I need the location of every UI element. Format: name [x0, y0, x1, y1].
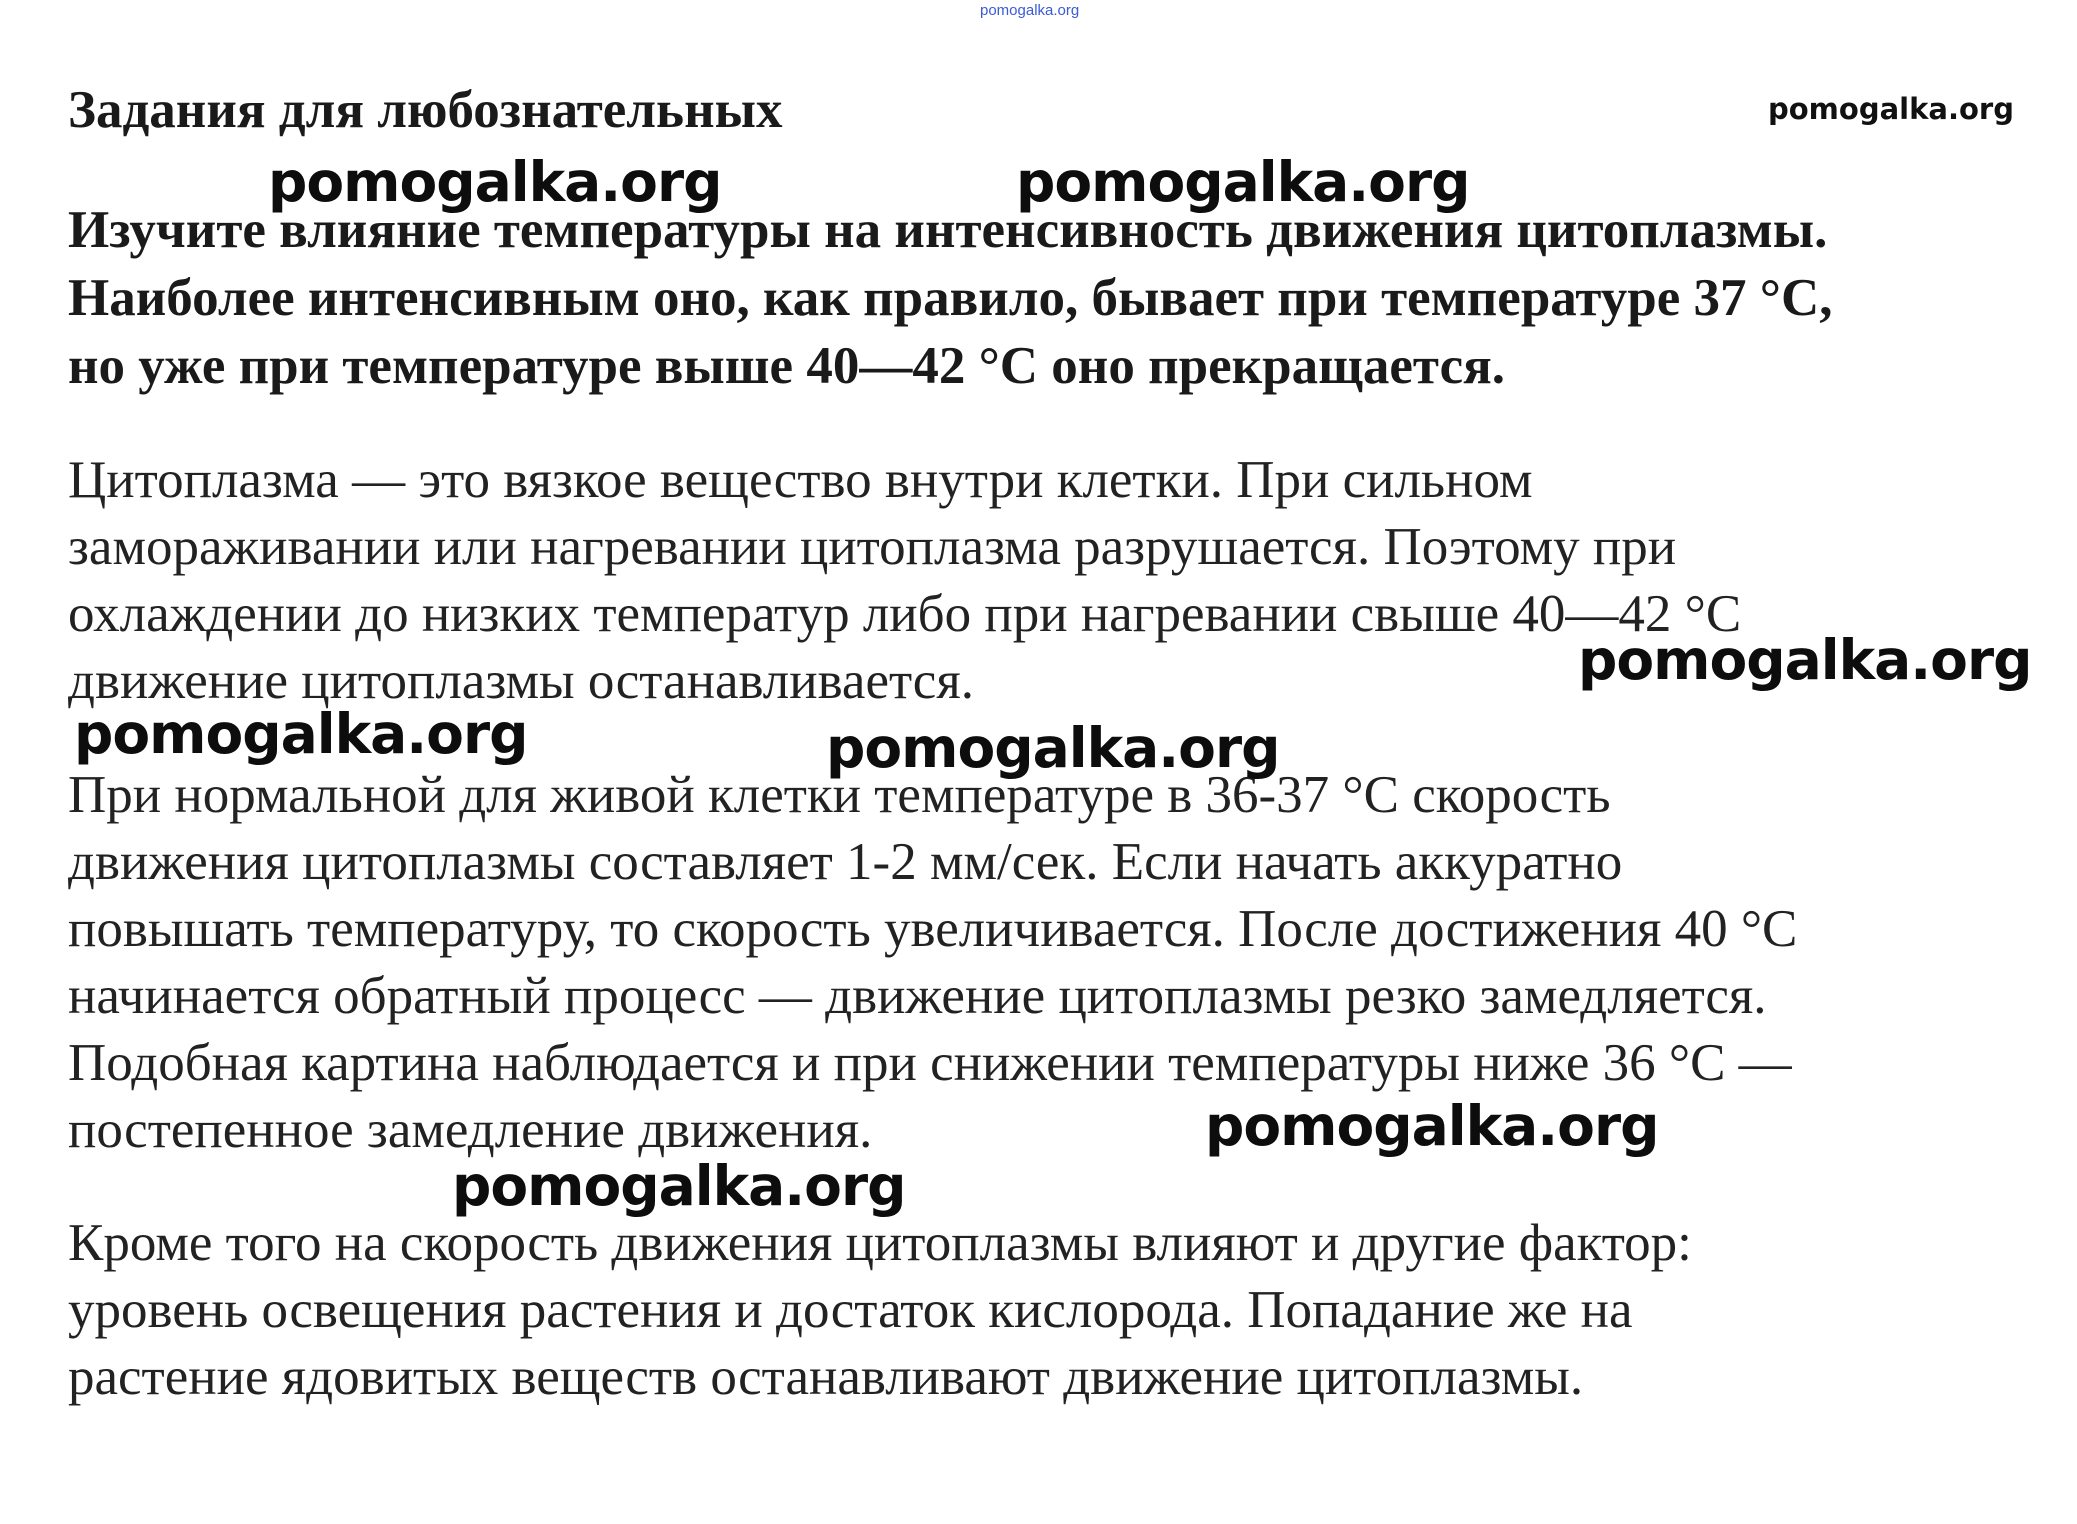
paragraph-2	[68, 762, 2058, 1164]
task-line: но уже при температуре выше 40—42 °С оно прекращается.	[68, 337, 1506, 395]
paragraph-line: уровень освещения растения и достаток кислорода. Попадание же на	[68, 1281, 1633, 1339]
paragraph-line: постепенное замедление движения.	[68, 1101, 873, 1159]
paragraph-3	[68, 1210, 2058, 1411]
task-text	[68, 196, 2058, 400]
paragraph-line: движения цитоплазмы составляет 1-2 мм/сек. Если начать аккуратно	[68, 833, 1623, 891]
task-line: Изучите влияние температуры на интенсивность движения цитоплазмы.	[68, 201, 1828, 259]
paragraph-line: Цитоплазма — это вязкое вещество внутри клетки. При сильном	[68, 451, 1533, 509]
watermark: pomogalka.org	[268, 150, 722, 214]
paragraph-line: Подобная картина наблюдается и при снижении температуры ниже 36 °С —	[68, 1034, 1792, 1092]
paragraph-line: При нормальной для живой клетки температуре в 36-37 °С скорость	[68, 766, 1611, 824]
paragraph-line: охлаждении до низких температур либо при нагревании свыше 40—42 °С	[68, 585, 1742, 643]
paragraph-line: растение ядовитых веществ останавливают движение цитоплазмы.	[68, 1348, 1584, 1406]
top-watermark: pomogalka.org	[980, 2, 1080, 19]
watermark: pomogalka.org	[1578, 628, 2032, 692]
task-line: Наиболее интенсивным оно, как правило, бывает при температуре 37 °С,	[68, 269, 1833, 327]
paragraph-line: движение цитоплазмы останавливается.	[68, 652, 974, 710]
paragraph-line: начинается обратный процесс — движение цитоплазмы резко замедляется.	[68, 967, 1767, 1025]
watermark: pomogalka.org	[74, 702, 528, 766]
section-heading: Задания для любознательных	[68, 81, 783, 139]
paragraph-line: Кроме того на скорость движения цитоплазмы влияют и другие фактор:	[68, 1214, 1692, 1272]
corner-watermark: pomogalka.org	[1768, 92, 2014, 126]
watermark: pomogalka.org	[452, 1154, 906, 1218]
watermark: pomogalka.org	[1205, 1094, 1659, 1158]
paragraph-line: повышать температуру, то скорость увеличивается. После достижения 40 °С	[68, 900, 1798, 958]
watermark: pomogalka.org	[826, 716, 1280, 780]
watermark: pomogalka.org	[1016, 150, 1470, 214]
paragraph-line: замораживании или нагревании цитоплазма разрушается. Поэтому при	[68, 518, 1677, 576]
